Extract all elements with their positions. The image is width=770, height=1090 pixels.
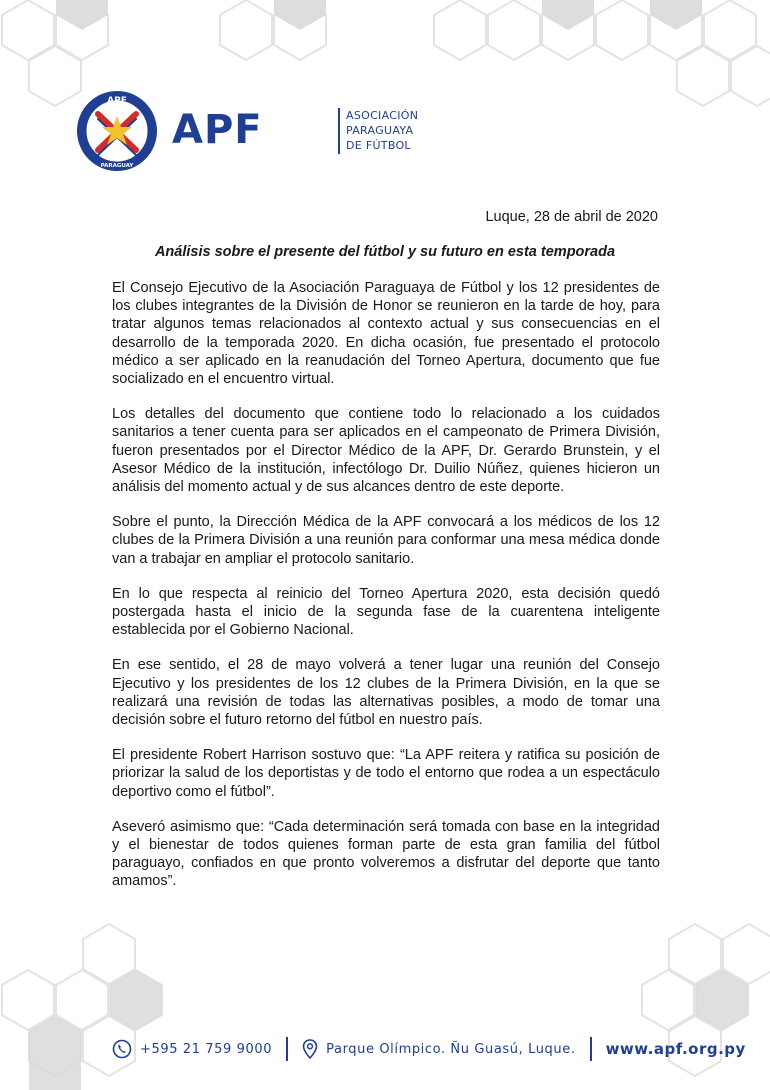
phone-icon bbox=[112, 1039, 132, 1059]
footer-address bbox=[302, 1039, 575, 1059]
logo-divider bbox=[338, 108, 340, 154]
apf-logo bbox=[76, 90, 419, 172]
paragraph: El Consejo Ejecutivo de la Asociación Paraguaya de Fútbol y los 12 presidentes de los clubes integrantes de la División de Honor se reunieron en la tarde de hoy, para tratar algunos temas relacionados al contexto actual y sus consecuencias en el desarrollo de la temporada 2020. En dicha ocasión, fue presentado el protocolo médico a ser aplicado en la reanudación del Torneo Apertura, documento que fue socializado en el encuentro virtual. bbox=[112, 280, 660, 388]
location-pin-icon bbox=[302, 1039, 318, 1059]
footer-website-link[interactable]: www.apf.org.py bbox=[605, 1040, 746, 1058]
apf-wordmark: APF bbox=[172, 107, 263, 153]
footer-contact-bar bbox=[112, 1036, 746, 1062]
document-date: Luque, 28 de abril de 2020 bbox=[485, 209, 658, 225]
paragraph: Aseveró asimismo que: “Cada determinación será tomada con base en la integridad y el bienestar de todos quienes forman parte de esta gran familia del fútbol paraguayo, confiados en que pronto volveremos a disfrutar del deporte que tanto amamos”. bbox=[112, 818, 660, 890]
crest-lettering bbox=[76, 90, 158, 172]
org-name-line: ASOCIACIÓN bbox=[346, 109, 419, 122]
paragraph: El presidente Robert Harrison sostuvo que: “La APF reitera y ratifica su posición de priorizar la salud de los deportistas y de todo el entorno que rodea a un espectáculo deportivo como el fútbol”. bbox=[112, 747, 660, 800]
paragraph: Los detalles del documento que contiene todo lo relacionado a los cuidados sanitarios a tener cuenta para ser aplicados en el campeonato de Primera División, fueron presentados por el Director Médico de la APF, Dr. Gerardo Brunstein, y el Asesor Médico de la institución, infectólogo Dr. Duilio Núñez, quienes hicieron un análisis del momento actual y de sus alcances dentro de este deporte. bbox=[112, 406, 660, 496]
footer-phone[interactable] bbox=[112, 1039, 272, 1059]
footer-divider bbox=[286, 1037, 288, 1061]
paragraph: Sobre el punto, la Dirección Médica de la APF convocará a los médicos de los 12 clubes de la Primera División a una reunión para conformar una mesa médica donde van a trabajar en ampliar el protocolo sanitario. bbox=[112, 514, 660, 567]
paragraph: En ese sentido, el 28 de mayo volverá a tener lugar una reunión del Consejo Ejecutivo y los presidentes de los 12 clubes de la Primera División, en la que se realizará una revisión de todas las alternativas posibles, a modo de tomar una decisión sobre el futuro retorno del fútbol en nuestro país. bbox=[112, 657, 660, 729]
footer-divider bbox=[590, 1037, 592, 1061]
document-body bbox=[112, 279, 660, 908]
address-text: Parque Olímpico. Ñu Guasú, Luque. bbox=[326, 1041, 576, 1057]
crest-paraguay-text: PARAGUAY bbox=[100, 163, 134, 169]
document-title: Análisis sobre el presente del fútbol y su futuro en esta temporada bbox=[154, 244, 616, 260]
phone-number: +595 21 759 9000 bbox=[140, 1041, 273, 1057]
org-name bbox=[346, 108, 466, 153]
org-name-line: DE FÚTBOL bbox=[346, 139, 411, 152]
org-name-line: PARAGUAYA bbox=[346, 124, 414, 137]
paragraph: En lo que respecta al reinicio del Torneo Apertura 2020, esta decisión quedó postergada hasta el inicio de la segunda fase de la cuarentena inteligente establecida por el Gobierno Nacional. bbox=[112, 585, 660, 639]
crest-apf-text: APF bbox=[107, 96, 127, 106]
